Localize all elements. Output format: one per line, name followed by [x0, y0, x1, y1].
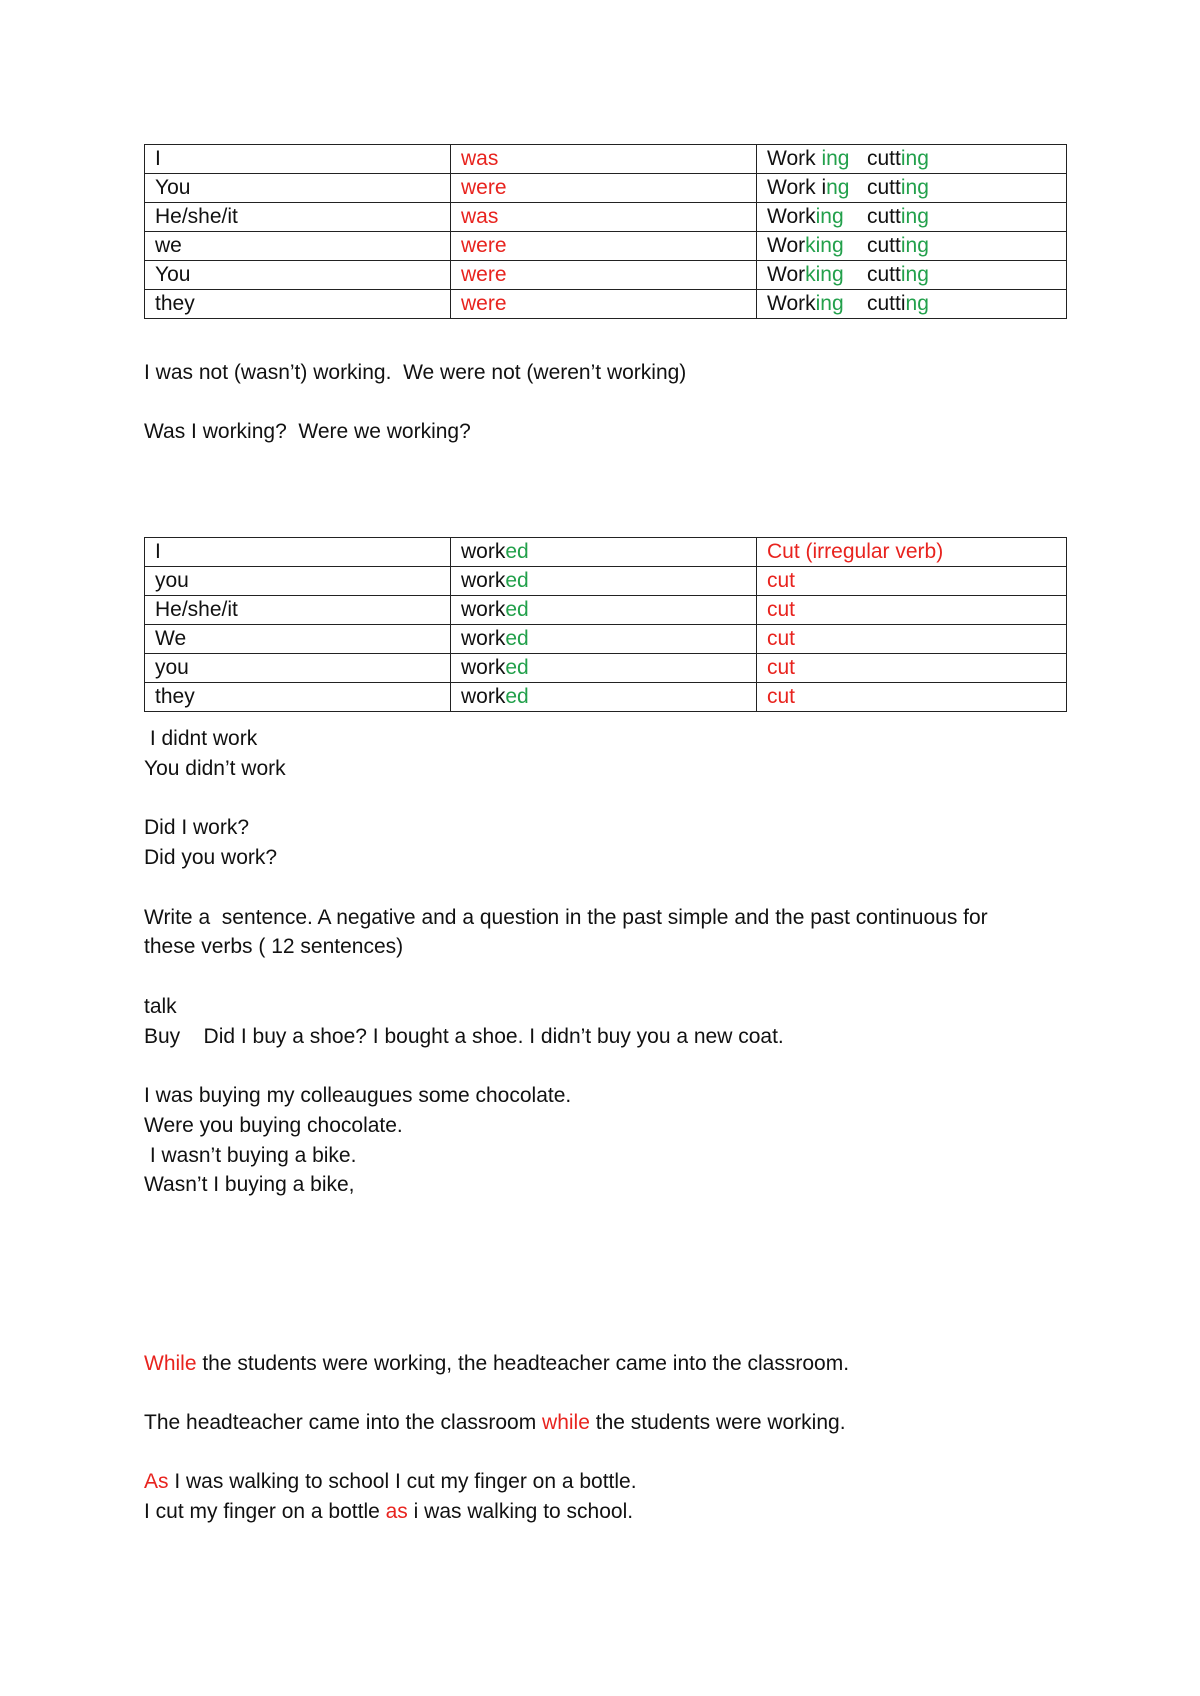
text-line: Did I work?	[144, 816, 250, 839]
form-part: cutt	[843, 263, 901, 286]
irregular-form-cell: cut	[757, 596, 1067, 625]
form-suffix: ng	[905, 292, 929, 315]
form-part: cutt	[843, 234, 901, 257]
conjunction-sentence	[144, 1408, 846, 1438]
text-line: talk	[144, 995, 177, 1018]
table-row	[145, 290, 1067, 319]
table-row	[145, 538, 1067, 567]
table-row	[145, 261, 1067, 290]
form-part: cutti	[843, 292, 906, 315]
form-suffix: ing	[821, 147, 850, 170]
verb-ending: ed	[505, 685, 529, 708]
text-line: I was buying my colleaugues some chocolate.	[144, 1084, 572, 1107]
table-row	[145, 596, 1067, 625]
table-row	[145, 567, 1067, 596]
verb-stem: work	[461, 627, 506, 650]
text-line: You didn’t work	[144, 757, 286, 780]
verb-ending: ed	[505, 569, 529, 592]
sentence-part: I was walking to school I cut my finger on a bottle.	[168, 1470, 637, 1493]
irregular-form-cell: cut	[757, 625, 1067, 654]
past-verb-cell	[451, 625, 757, 654]
subject-cell: you	[145, 567, 451, 596]
auxiliary-verb-cell: was	[451, 203, 757, 232]
auxiliary-verb-cell: were	[451, 290, 757, 319]
form-part: Work	[767, 205, 816, 228]
form-suffix: ing	[900, 234, 929, 257]
subject-cell: You	[145, 174, 451, 203]
table-row	[145, 145, 1067, 174]
form-part: cutt	[843, 205, 901, 228]
participle-cell	[757, 174, 1067, 203]
verb-stem: work	[461, 656, 506, 679]
subject-cell: you	[145, 654, 451, 683]
negative-example-line: I was not (wasn’t) working. We were not (weren’t working)	[144, 361, 687, 384]
form-suffix: ing	[900, 176, 929, 199]
conjunction-word: as	[385, 1500, 408, 1523]
sentence-part: I cut my finger on a bottle	[144, 1500, 386, 1523]
participle-cell	[757, 232, 1067, 261]
auxiliary-verb-cell: were	[451, 261, 757, 290]
table-row	[145, 232, 1067, 261]
form-part: Wor	[767, 263, 806, 286]
irregular-form-cell: cut	[757, 654, 1067, 683]
form-suffix: ing	[815, 292, 844, 315]
subject-cell: they	[145, 290, 451, 319]
text-line: Buy Did I buy a shoe? I bought a shoe. I didn’t buy you a new coat.	[144, 1025, 784, 1048]
form-part: Work	[767, 292, 816, 315]
verb-stem: work	[461, 569, 506, 592]
text-line: I didnt work	[144, 727, 258, 750]
table-row	[145, 203, 1067, 232]
text-line: I wasn’t buying a bike.	[144, 1144, 357, 1167]
past-verb-cell	[451, 654, 757, 683]
past-verb-cell	[451, 567, 757, 596]
form-part: Work	[767, 147, 822, 170]
irregular-form-cell: cut	[757, 567, 1067, 596]
conjunction-sentence	[144, 1497, 633, 1527]
form-part: Work i	[767, 176, 827, 199]
verb-ending: ed	[505, 540, 529, 563]
text-line: Wasn’t I buying a bike,	[144, 1173, 355, 1196]
subject-cell: He/she/it	[145, 203, 451, 232]
irregular-form-cell: Cut (irregular verb)	[757, 538, 1067, 567]
form-suffix: king	[805, 263, 844, 286]
form-suffix: ing	[815, 205, 844, 228]
past-verb-cell	[451, 596, 757, 625]
instruction-line: Write a sentence. A negative and a question in the past simple and the past continuous for	[144, 906, 988, 929]
subject-cell: I	[145, 538, 451, 567]
subject-cell: He/she/it	[145, 596, 451, 625]
conjunction-sentence	[144, 1349, 849, 1379]
sentence-part: the students were working.	[589, 1411, 846, 1434]
table-row	[145, 625, 1067, 654]
participle-cell	[757, 290, 1067, 319]
participle-cell	[757, 203, 1067, 232]
conjunction-word: while	[542, 1411, 590, 1434]
form-suffix: ing	[900, 263, 929, 286]
verb-ending: ed	[505, 598, 529, 621]
past-verb-cell	[451, 683, 757, 712]
irregular-form-cell: cut	[757, 683, 1067, 712]
past-simple-table	[144, 537, 1067, 712]
conjunction-word: As	[144, 1470, 169, 1493]
past-continuous-table	[144, 144, 1067, 319]
verb-stem: work	[461, 685, 506, 708]
text-line: Were you buying chocolate.	[144, 1114, 403, 1137]
verb-stem: work	[461, 540, 506, 563]
auxiliary-verb-cell: were	[451, 232, 757, 261]
subject-cell: we	[145, 232, 451, 261]
form-part: Wor	[767, 234, 806, 257]
question-example-line: Was I working? Were we working?	[144, 420, 471, 443]
subject-cell: We	[145, 625, 451, 654]
form-part: cutt	[849, 176, 901, 199]
sentence-part: The headteacher came into the classroom	[144, 1411, 543, 1434]
past-verb-cell	[451, 538, 757, 567]
verb-ending: ed	[505, 656, 529, 679]
instruction-line: these verbs ( 12 sentences)	[144, 935, 404, 958]
auxiliary-verb-cell: were	[451, 174, 757, 203]
subject-cell: You	[145, 261, 451, 290]
table-row	[145, 654, 1067, 683]
participle-cell	[757, 261, 1067, 290]
conjunction-word: While	[144, 1352, 197, 1375]
form-suffix: ing	[900, 205, 929, 228]
participle-cell	[757, 145, 1067, 174]
table-row	[145, 174, 1067, 203]
table-row	[145, 683, 1067, 712]
verb-stem: work	[461, 598, 506, 621]
form-suffix: ng	[826, 176, 850, 199]
form-suffix: ing	[900, 147, 929, 170]
subject-cell: I	[145, 145, 451, 174]
subject-cell: they	[145, 683, 451, 712]
sentence-part: the students were working, the headteacher came into the classroom.	[196, 1352, 850, 1375]
conjunction-sentence	[144, 1467, 637, 1497]
form-suffix: king	[805, 234, 844, 257]
form-part: cutt	[849, 147, 901, 170]
auxiliary-verb-cell: was	[451, 145, 757, 174]
text-line: Did you work?	[144, 846, 278, 869]
sentence-part: i was walking to school.	[407, 1500, 634, 1523]
verb-ending: ed	[505, 627, 529, 650]
